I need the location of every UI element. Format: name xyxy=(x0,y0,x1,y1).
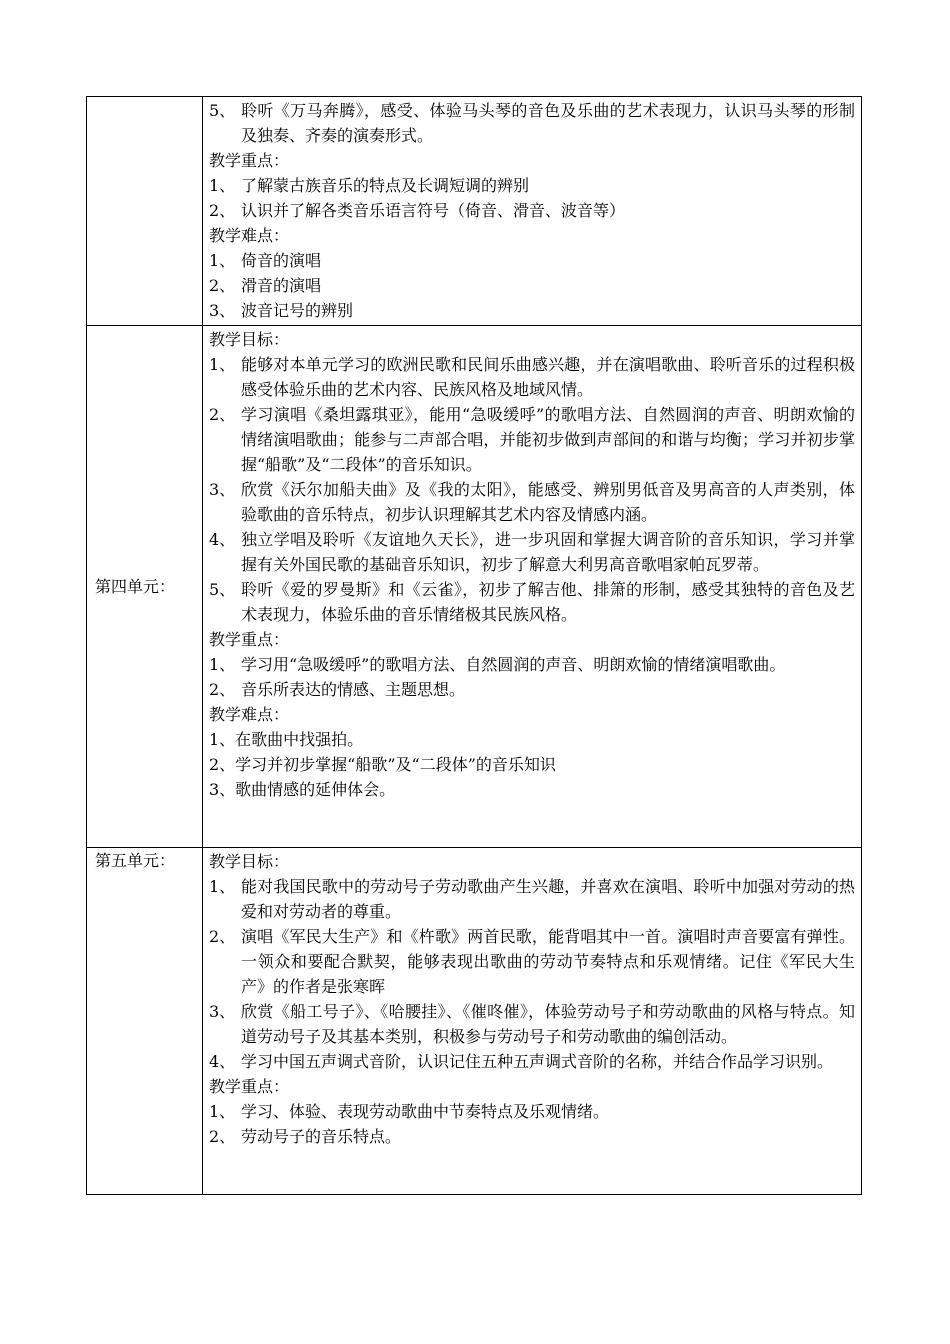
unit-content-cell xyxy=(203,97,862,326)
list-item: 3、 波音记号的辨别 xyxy=(209,301,354,320)
lesson-plan-table xyxy=(86,96,862,1195)
section-heading: 教学重点： xyxy=(209,151,290,170)
table-row xyxy=(87,326,862,848)
list-item: 5、 聆听《爱的罗曼斯》和《云雀》，初步了解吉他、排箫的形制，感受其独特的音色及艺术表现力，体验乐曲的音乐情绪极其民族风格。 xyxy=(209,580,855,624)
list-item: 2、学习并初步掌握“船歌”及“二段体”的音乐知识 xyxy=(209,755,556,774)
section-heading: 教学重点： xyxy=(209,1077,290,1096)
list-item: 2、 音乐所表达的情感、主题思想。 xyxy=(209,680,466,699)
list-item: 1、 学习、体验、表现劳动歌曲中节奏特点及乐观情绪。 xyxy=(209,1102,610,1121)
list-item: 1、 学习用“急吸缓呼”的歌唱方法、自然圆润的声音、明朗欢愉的情绪演唱歌曲。 xyxy=(209,655,786,674)
unit-label-cell: 第四单元： xyxy=(87,326,203,848)
list-item: 2、 演唱《军民大生产》和《杵歌》两首民歌，能背唱其中一首。演唱时声音要富有弹性。一领众和要配合默契，能够表现出歌曲的劳动节奏特点和乐观情绪。记住《军民大生产》的作者是张寒晖 xyxy=(209,927,855,996)
list-item: 3、歌曲情感的延伸体会。 xyxy=(209,780,396,799)
section-heading: 教学重点： xyxy=(209,630,290,649)
list-item: 2、 滑音的演唱 xyxy=(209,276,322,295)
list-item: 3、 欣赏《沃尔加船夫曲》及《我的太阳》，能感受、辨别男低音及男高音的人声类别，体验歌曲的音乐特点，初步认识理解其艺术内容及情感内涵。 xyxy=(209,480,855,524)
unit-label-cell: 第五单元： xyxy=(87,848,203,1195)
unit-content-cell xyxy=(203,848,862,1195)
list-item: 2、 认识并了解各类音乐语言符号（倚音、滑音、波音等） xyxy=(209,201,626,220)
table-row xyxy=(87,848,862,1195)
list-item: 1、 了解蒙古族音乐的特点及长调短调的辨别 xyxy=(209,176,530,195)
list-item: 1、 能够对本单元学习的欧洲民歌和民间乐曲感兴趣，并在演唱歌曲、聆听音乐的过程积极感受体验乐曲的艺术内容、民族风格及地域风情。 xyxy=(209,355,855,399)
section-heading: 教学目标： xyxy=(209,330,290,349)
unit-label-cell xyxy=(87,97,203,326)
list-item: 4、 独立学唱及聆听《友谊地久天长》，进一步巩固和掌握大调音阶的音乐知识，学习并掌握有关外国民歌的基础音乐知识，初步了解意大利男高音歌唱家帕瓦罗蒂。 xyxy=(209,530,855,574)
section-heading: 教学目标： xyxy=(209,852,290,871)
unit-content-cell xyxy=(203,326,862,848)
list-item: 3、 欣赏《船工号子》、《哈腰挂》、《催咚催》，体验劳动号子和劳动歌曲的风格与特点。知道劳动号子及其基本类别，积极参与劳动号子和劳动歌曲的编创活动。 xyxy=(209,1002,855,1046)
list-item: 1、在歌曲中找强拍。 xyxy=(209,730,364,749)
list-item: 5、 聆听《万马奔腾》，感受、体验马头琴的音色及乐曲的艺术表现力，认识马头琴的形制及独奏、齐奏的演奏形式。 xyxy=(209,101,855,145)
section-heading: 教学难点： xyxy=(209,705,290,724)
section-heading: 教学难点： xyxy=(209,226,290,245)
list-item: 2、 劳动号子的音乐特点。 xyxy=(209,1127,402,1146)
list-item: 1、 能对我国民歌中的劳动号子劳动歌曲产生兴趣，并喜欢在演唱、聆听中加强对劳动的热爱和对劳动者的尊重。 xyxy=(209,877,855,921)
table-row xyxy=(87,97,862,326)
list-item: 1、 倚音的演唱 xyxy=(209,251,322,270)
list-item: 4、 学习中国五声调式音阶，认识记住五种五声调式音阶的名称，并结合作品学习识别。 xyxy=(209,1052,834,1071)
list-item: 2、 学习演唱《桑坦露琪亚》，能用“急吸缓呼”的歌唱方法、自然圆润的声音、明朗欢愉的情绪演唱歌曲；能参与二声部合唱，并能初步做到声部间的和谐与均衡；学习并初步掌握“船歌”及“二段体”的音乐知识。 xyxy=(209,405,855,474)
